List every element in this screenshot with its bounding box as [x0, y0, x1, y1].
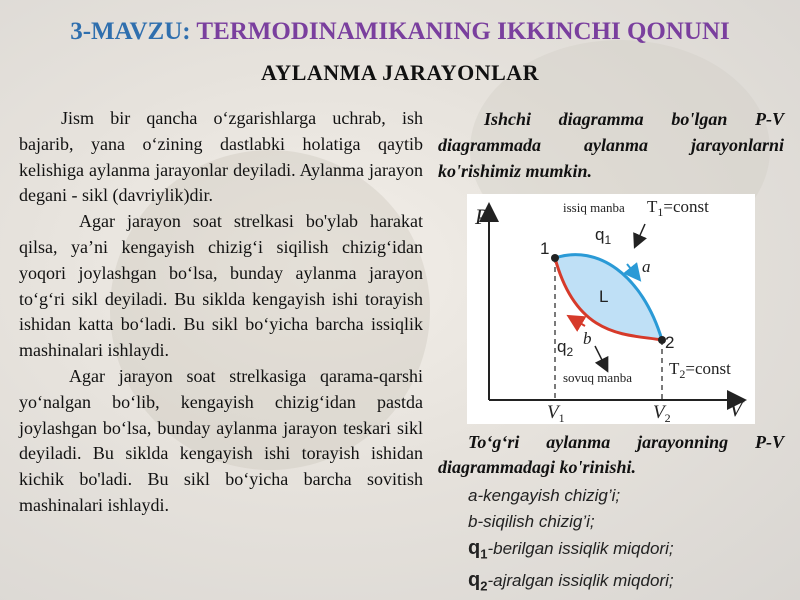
axis-v-label: V [729, 396, 743, 421]
left-text-column [19, 106, 423, 519]
q2-arrow [595, 346, 605, 366]
v2-label: $V_2$ [653, 402, 671, 424]
axis-p-label: P [475, 204, 489, 229]
legend-item-b: b-siqilish chizig’i; [468, 512, 595, 531]
q2-label: $q_2$ [557, 337, 574, 359]
legend-item-q1: $q_1$-berilgan issiqlik miqdori; [468, 537, 674, 562]
title-main: TERMODINAMIKANING IKKINCHI QONUNI [196, 18, 730, 45]
q1-label: $q_1$ [595, 225, 612, 247]
diagram-legend [468, 483, 798, 600]
legend-item-a: a-kengayish chizig’i; [468, 486, 621, 505]
v1-label: $V_1$ [547, 402, 565, 424]
expansion-direction-arrow [627, 264, 635, 274]
page-title [0, 18, 800, 46]
curve-b-label: b [583, 329, 592, 348]
q1-arrow [637, 224, 645, 242]
point-2-label: 2 [665, 333, 675, 352]
cold-source-label: sovuq manba [563, 370, 632, 385]
pv-diagram [467, 194, 755, 424]
point-1-marker [551, 254, 559, 262]
diagram-intro: Ishchi diagramma bo'lgan P-V diagrammada aylanma jarayonlarni ko'rishimiz mumkin. [438, 109, 784, 181]
work-label: L [599, 287, 609, 306]
point-1-label: 1 [540, 239, 550, 258]
hot-source-label: issiq manba [563, 200, 625, 215]
t2-label: $T_2=const$ [669, 359, 731, 381]
legend-item-q2: $q_2$-ajralgan issiqlik miqdori; [468, 569, 674, 594]
paragraph-reverse-cycle: Agar jarayon soat strelkasiga qarama-qarshi yo‘nalgan bo‘lib, kengayish chizig‘idan pastda joylashgan bo‘lsa, bunday aylanma jarayon teskari sikl deyiladi. Bu siklda kengayish ishi torayish ishidan kichik bo'ladi. Bu sikl bo‘yicha barcha sovitish mashinalari ishlaydi. [19, 365, 423, 515]
title-prefix: 3-MAVZU: [70, 18, 191, 45]
paragraph-definition: Jism bir qancha o‘zgarishlarga uchrab, ish bajarib, yana o‘zining dastlabki holatiga qaytib kelishiga aylanma jarayonlar deyiladi. Aylanma jarayon degani - sikl (davriylik)dir. [19, 108, 423, 206]
page-subtitle: AYLANMA JARAYONLAR [260, 60, 540, 85]
curve-a-label: a [642, 257, 651, 276]
compression-direction-arrow [575, 320, 585, 326]
paragraph-direct-cycle: Agar jarayon soat strelkasi bo'ylab harakat qilsa, ya’ni kengayish chizig‘i siqilish chizig‘idan yoqori joylashgan bo‘lsa, bunday aylanma jarayon to‘g‘ri sikl deyiladi. Bu siklda kengayish ishi torayish ishidan katta bo‘ladi. Bu sikl bo‘yicha barcha issiqlik mashinalari ishlaydi. [19, 211, 423, 361]
pv-diagram-svg [467, 194, 755, 424]
diagram-caption: To‘g‘ri aylanma jarayonning P-V diagrammadagi ko'rinishi. [438, 432, 784, 477]
t1-label: $T_1=const$ [647, 197, 709, 219]
